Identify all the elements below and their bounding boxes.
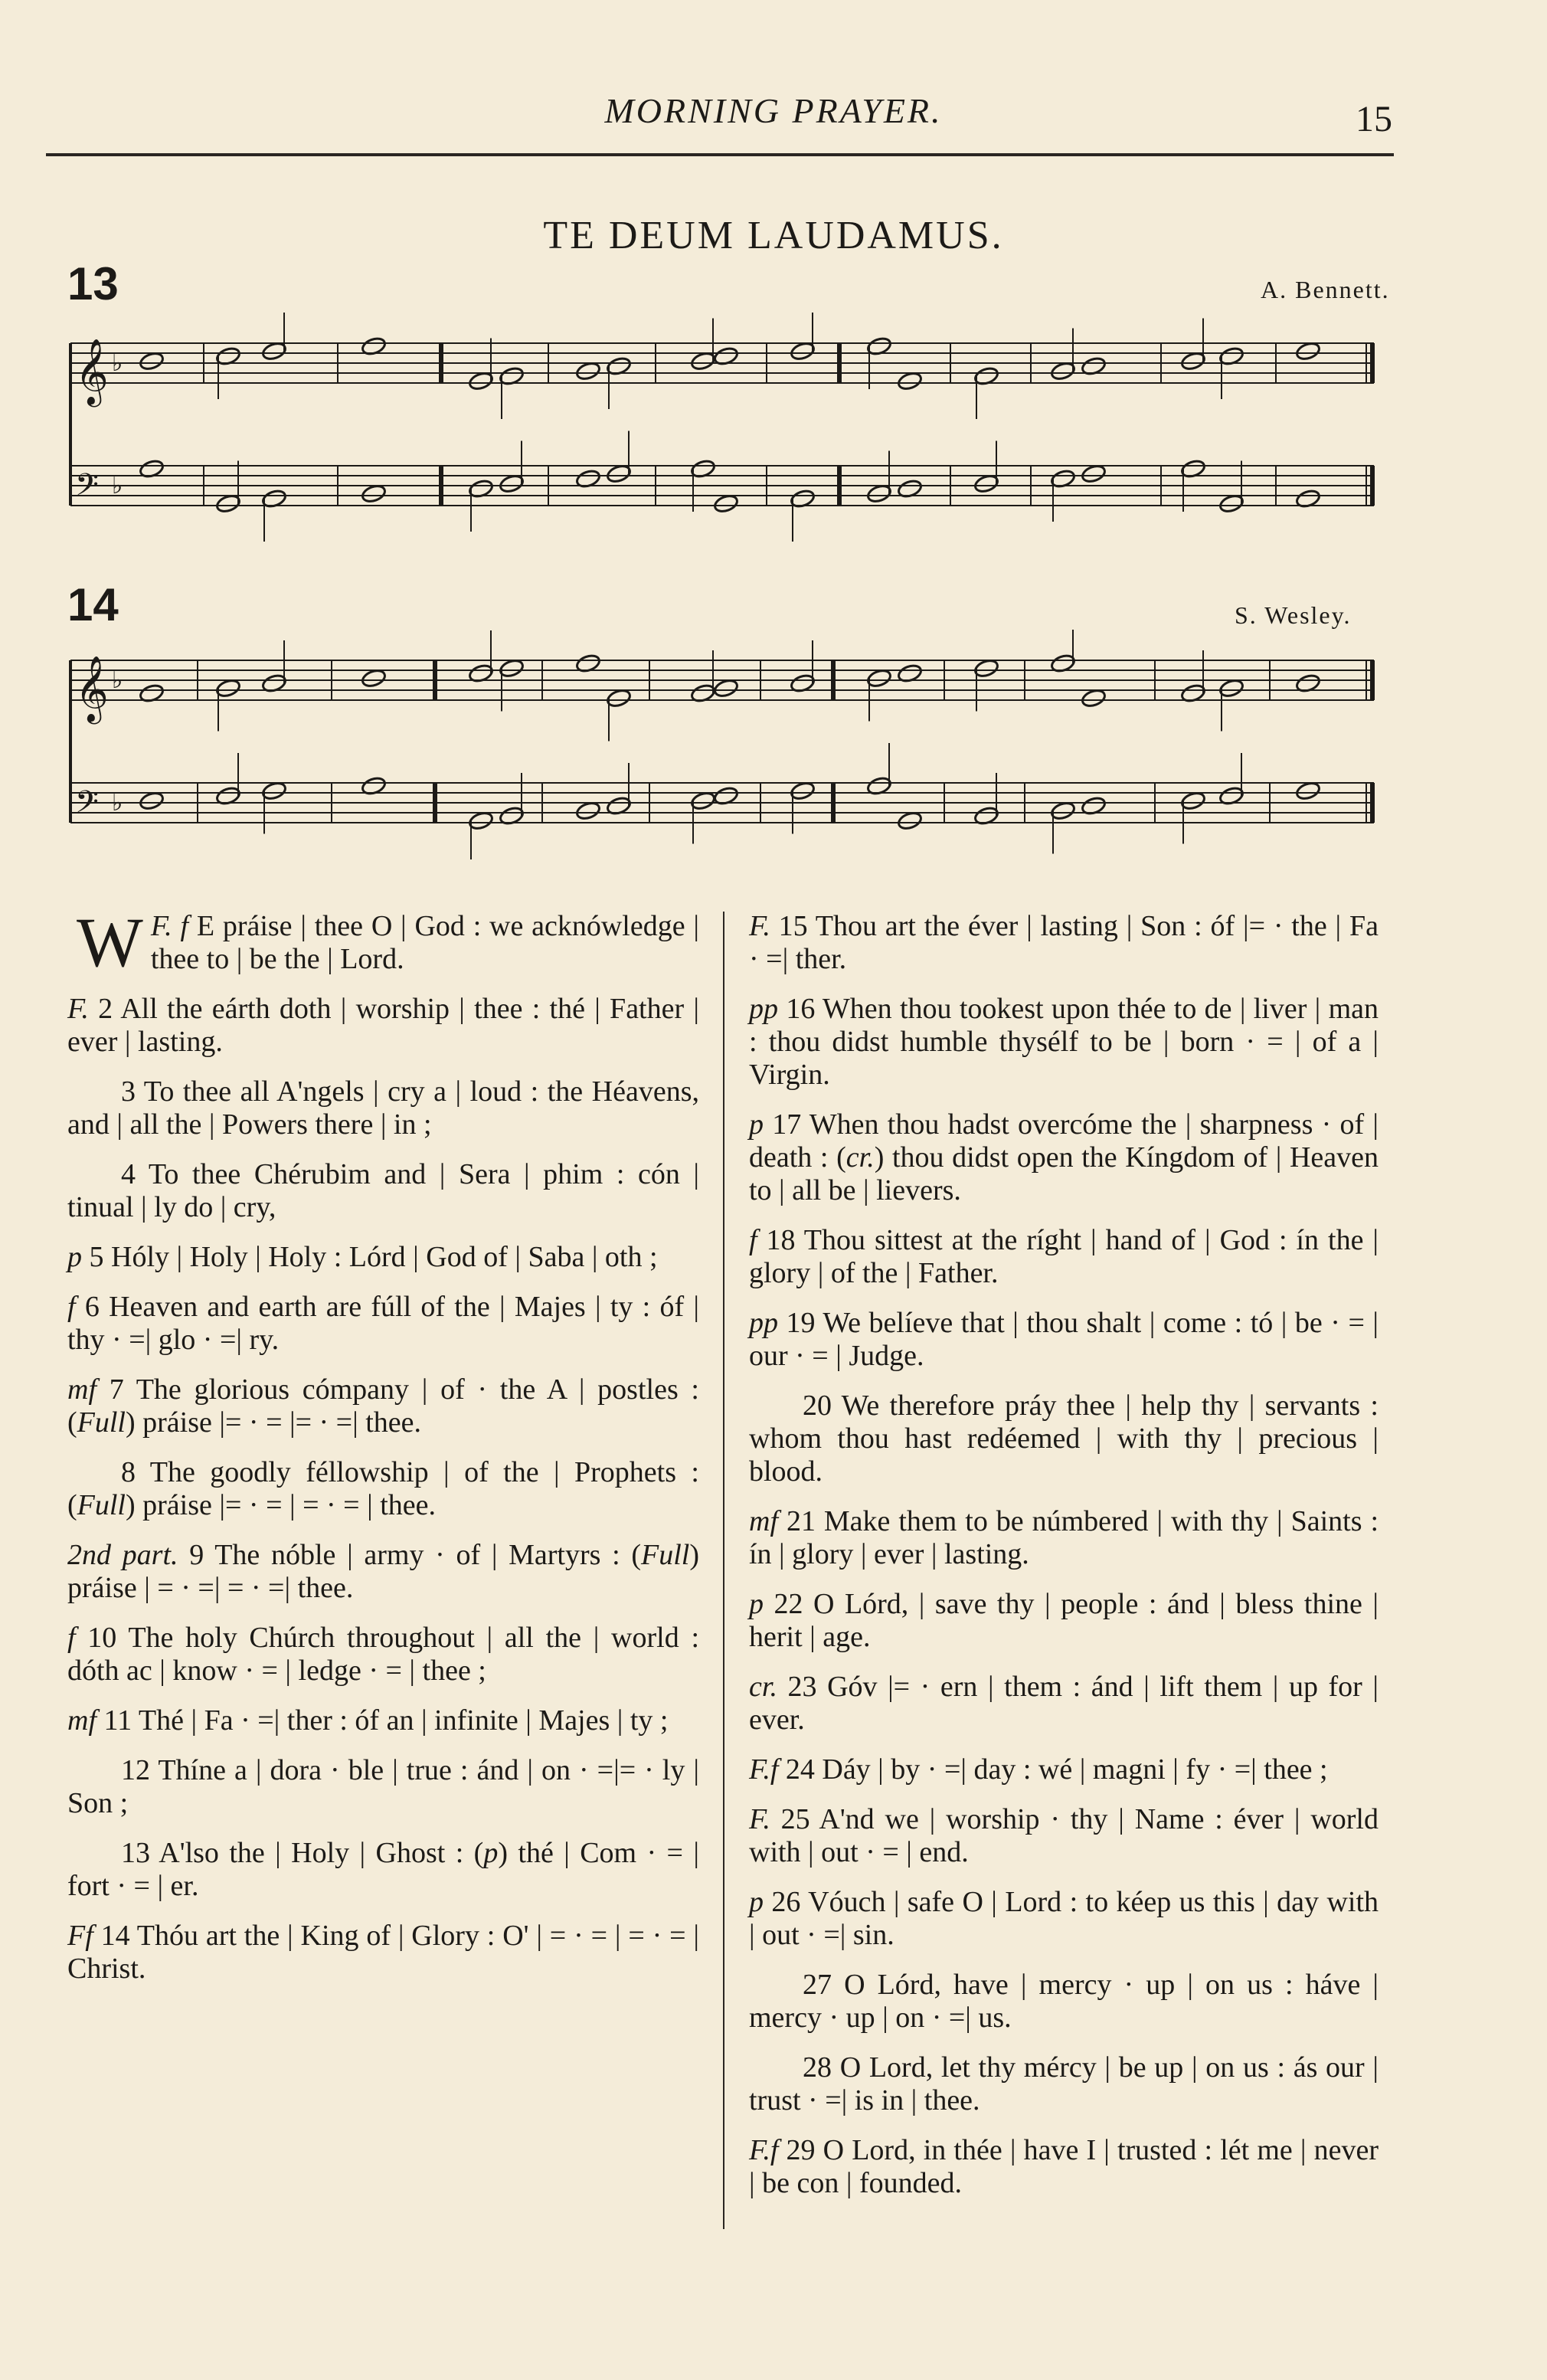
dynamic-mark: p bbox=[749, 1588, 774, 1620]
verse-text: 4 To thee Chérubim and | Sera | phim : cón | tinual | ly do | cry, bbox=[67, 1158, 699, 1223]
dynamic-mark: F.f bbox=[749, 1753, 786, 1786]
dynamic-mark: Ff bbox=[67, 1920, 101, 1952]
dynamic-mark: mf bbox=[749, 1505, 787, 1537]
verse bbox=[67, 1456, 699, 1522]
dynamic-mark: F. bbox=[749, 910, 779, 942]
verse bbox=[749, 1753, 1379, 1786]
verse bbox=[749, 1108, 1379, 1207]
chant-composer: A. Bennett. bbox=[1261, 276, 1390, 303]
verse bbox=[749, 1671, 1379, 1737]
dynamic-mark: p bbox=[749, 1108, 773, 1141]
verse bbox=[67, 903, 700, 981]
verse-text: 6 Heaven and earth are fúll of the | Majes | ty : óf | thy · =| glo · =| ry. bbox=[67, 1291, 700, 1356]
header-rule bbox=[46, 153, 1394, 156]
dynamic-mark: F.f bbox=[749, 2134, 787, 2166]
verse bbox=[749, 1307, 1379, 1373]
verse-text: 29 O Lord, in thée | have I | trusted : lét me | never | be con | founded. bbox=[749, 2134, 1379, 2199]
verse-text: 28 O Lord, let thy mércy | be up | on us : ás our | trust · =| is in | thee. bbox=[749, 2051, 1379, 2116]
verse bbox=[67, 1754, 699, 1820]
verse bbox=[749, 1390, 1379, 1488]
running-header: MORNING PRAYER. bbox=[604, 91, 943, 130]
verse-text: 12 Thíne a | dora · ble | true : ánd | on · =|= · ly | Son ; bbox=[67, 1754, 699, 1819]
dynamic-mark: f bbox=[67, 1622, 88, 1654]
dynamic-mark: mf bbox=[67, 1704, 104, 1737]
verse-text-em: p bbox=[483, 1837, 499, 1869]
verse-text-pre: 17 When thou hadst overcóme the | sharpness · of | death : ( bbox=[749, 1108, 1379, 1174]
verse-text: 3 To thee all A'ngels | cry a | loud : the Héavens, and | all the | Powers there | in ; bbox=[67, 1075, 699, 1141]
dynamic-mark: cr. bbox=[749, 1671, 788, 1703]
verse bbox=[749, 1886, 1379, 1952]
verse-text-em: Full bbox=[77, 1406, 126, 1439]
chant-number: 14 bbox=[67, 579, 119, 630]
verses-left-column bbox=[67, 903, 700, 2002]
verse bbox=[67, 1920, 699, 1986]
dynamic-mark: pp bbox=[749, 1307, 787, 1339]
dynamic-mark: F. bbox=[749, 1803, 781, 1835]
verse-text: 11 Thé | Fa · =| ther : óf an | infinite | Majes | ty ; bbox=[103, 1704, 669, 1737]
chant-number: 13 bbox=[67, 258, 119, 309]
verse-text: 20 We therefore práy thee | help thy | servants : whom thou hast redéemed | with thy | precious | blood. bbox=[749, 1390, 1379, 1488]
verse bbox=[67, 993, 699, 1059]
verse-text-post: ) thé | Com · = | fort · = | er. bbox=[67, 1837, 699, 1902]
verse bbox=[67, 1241, 699, 1274]
staff-system bbox=[67, 630, 1379, 859]
verse-text-em: Full bbox=[77, 1489, 126, 1521]
verse-text-post: ) práise | = · =| = · =| thee. bbox=[67, 1539, 699, 1604]
verse bbox=[749, 1588, 1379, 1654]
dynamic-mark: F. f bbox=[150, 910, 197, 942]
verse bbox=[749, 993, 1379, 1092]
dynamic-mark: f bbox=[67, 1291, 85, 1323]
verse-text-pre: 7 The glorious cómpany | of · the A | postles : ( bbox=[67, 1373, 699, 1439]
page-number: 15 bbox=[1356, 99, 1392, 139]
treble-clef-icon: 𝄞 bbox=[75, 339, 109, 404]
verse bbox=[67, 1622, 699, 1688]
verse-text: 19 We belíeve that | thou shalt | come : tó | be · = | our · = | Judge. bbox=[749, 1307, 1379, 1372]
verse-text: 18 Thou sittest at the ríght | hand of | God : ín the | glory | of the | Father. bbox=[749, 1224, 1379, 1289]
verse bbox=[749, 1224, 1379, 1290]
verse-text: 24 Dáy | by · =| day : wé | magni | fy · =| thee ; bbox=[785, 1753, 1328, 1786]
verse-text: E práise | thee O | God : we acknówledge | thee to | be the | Lord. bbox=[150, 910, 700, 975]
dynamic-mark: 2nd part. bbox=[67, 1539, 190, 1571]
verse-text: 15 Thou art the éver | lasting | Son : óf |= · the | Fa · =| ther. bbox=[749, 910, 1379, 975]
verse bbox=[67, 1539, 699, 1605]
verse-text: 21 Make them to be númbered | with thy | Saints : ín | glory | ever | lasting. bbox=[749, 1505, 1379, 1570]
staff-system bbox=[67, 313, 1379, 542]
flat-icon: ♭ bbox=[112, 473, 123, 499]
verse-text: 25 A'nd we | worship · thy | Name : éver | world with | out · = | end. bbox=[749, 1803, 1379, 1868]
verse-text-post: ) práise |= · = |= · =| thee. bbox=[125, 1406, 422, 1439]
chant-composer: S. Wesley. bbox=[1235, 601, 1352, 629]
verse-text-pre: 13 A'lso the | Holy | Ghost : ( bbox=[121, 1837, 484, 1869]
dynamic-mark: p bbox=[67, 1241, 90, 1273]
verse bbox=[67, 1291, 699, 1357]
bass-clef-icon: 𝄢 bbox=[75, 784, 99, 827]
dynamic-mark: p bbox=[749, 1886, 772, 1918]
treble-clef-icon: 𝄞 bbox=[75, 656, 109, 722]
music-score-chant-13 bbox=[67, 313, 1379, 542]
verse bbox=[749, 1505, 1379, 1571]
flat-icon: ♭ bbox=[112, 350, 123, 377]
verse-text-pre: 8 The goodly féllowship | of the | Prophets : ( bbox=[67, 1456, 699, 1521]
dynamic-mark: f bbox=[749, 1224, 767, 1256]
verse-text-em: cr. bbox=[845, 1141, 875, 1174]
verse-text: 22 O Lórd, | save thy | people : ánd | bless thine | herit | age. bbox=[749, 1588, 1379, 1653]
dynamic-mark: mf bbox=[67, 1373, 110, 1406]
verse-text-post: ) práise |= · = | = · = | thee. bbox=[125, 1489, 437, 1521]
dynamic-mark: pp bbox=[749, 993, 787, 1025]
verse bbox=[749, 910, 1379, 976]
verse-text: 23 Góv |= · ern | them : ánd | lift them | up for | ever. bbox=[749, 1671, 1379, 1736]
verse-text: 5 Hóly | Holy | Holy : Lórd | God of | Saba | oth ; bbox=[89, 1241, 658, 1273]
verse-text: 14 Thóu art the | King of | Glory : O' | = · = | = · = | Christ. bbox=[67, 1920, 699, 1985]
music-score-chant-14 bbox=[67, 630, 1379, 859]
verse bbox=[749, 1803, 1379, 1869]
hymn-title: TE DEUM LAUDAMUS. bbox=[543, 214, 1004, 257]
verses-right-column bbox=[749, 910, 1379, 2217]
flat-icon: ♭ bbox=[112, 790, 123, 817]
verse-text: 10 The holy Chúrch throughout | all the | world : dóth ac | know · = | ledge · = | thee ; bbox=[67, 1622, 700, 1687]
flat-icon: ♭ bbox=[112, 667, 123, 694]
verse-text: 2 All the eárth doth | worship | thee : thé | Father | ever | lasting. bbox=[67, 993, 699, 1058]
verse bbox=[67, 1704, 699, 1737]
verse bbox=[67, 1837, 699, 1903]
verse bbox=[749, 2134, 1379, 2200]
verse-text-pre: 9 The nóble | army · of | Martyrs : ( bbox=[189, 1539, 642, 1571]
verse-text-post: ) thou didst open the Kíngdom of | Heaven to | all be | lievers. bbox=[749, 1141, 1379, 1206]
verse-text: 26 Vóuch | safe O | Lord : to kéep us this | day with | out · =| sin. bbox=[749, 1886, 1379, 1951]
verse bbox=[749, 1969, 1379, 2035]
verse-text: 27 O Lórd, have | mercy · up | on us : háve | mercy · up | on · =| us. bbox=[749, 1969, 1379, 2034]
verse bbox=[749, 2051, 1379, 2117]
verse bbox=[67, 1158, 699, 1224]
verse-text-em: Full bbox=[641, 1539, 690, 1571]
drop-cap: W bbox=[77, 903, 143, 981]
verse bbox=[67, 1075, 699, 1141]
column-divider bbox=[723, 912, 724, 2229]
verse bbox=[67, 1373, 699, 1439]
bass-clef-icon: 𝄢 bbox=[75, 467, 99, 510]
verse-text: 16 When thou tookest upon thée to de | liver | man : thou didst humble thysélf to be | born · = | of a | Virgin. bbox=[749, 993, 1379, 1091]
dynamic-mark: F. bbox=[67, 993, 99, 1025]
